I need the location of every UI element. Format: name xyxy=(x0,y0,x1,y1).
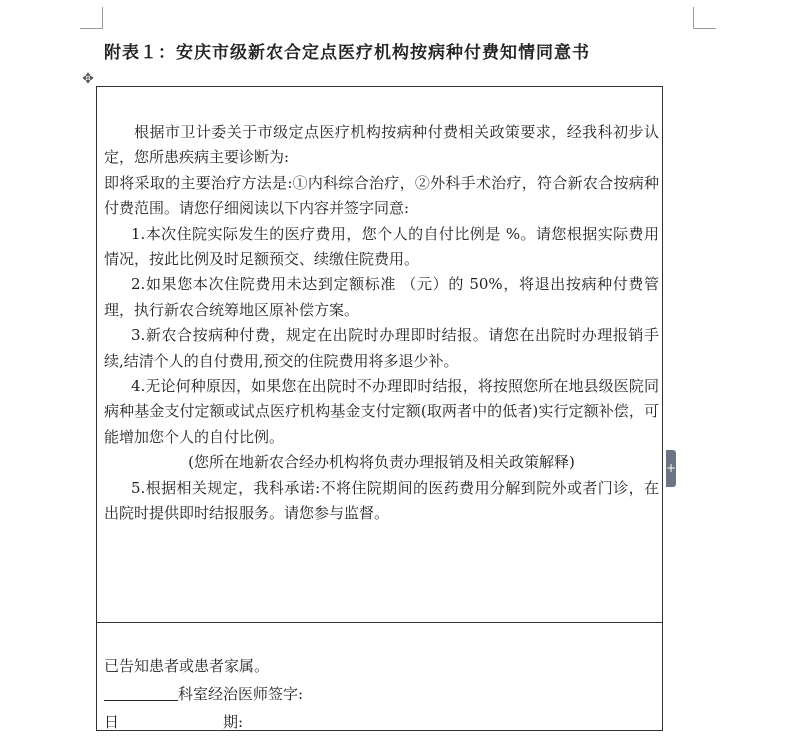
signature-section xyxy=(104,652,664,736)
date-label-start: 日 xyxy=(104,713,120,731)
table-row-divider xyxy=(96,622,663,623)
paragraph-note: (您所在地新农合经办机构将负责办理报销及相关政策解释) xyxy=(188,453,575,472)
consent-body xyxy=(104,120,659,527)
paragraph-item-5: 5.根据相关规定，我科承诺:不将住院期间的医药费用分解到院外或者门诊，在出院时提供即时结报服务。请您参与监督。 xyxy=(104,478,659,523)
move-arrows-icon[interactable]: ✥ xyxy=(82,71,94,87)
paragraph-item-4: 4.无论何种原因，如果您在出院时不办理即时结报，将按照您所在地县级医院同病种基金支付定额或试点医疗机构基金支付定额(取两者中的低者)实行定额补偿，可能增加您个人的自付比例。 xyxy=(104,377,659,446)
signature-label: 科室经治医师签字: xyxy=(178,685,304,703)
signature-line xyxy=(104,680,664,708)
paragraph-item-1: 1.本次住院实际发生的医疗费用，您个人的自付比例是 %。请您根据实际费用情况，按此比例及时足额预交、续缴住院费用。 xyxy=(104,224,659,269)
paragraph-item-3: 3.新农合按病种付费，规定在出院时办理即时结报。请您在出院时办理报销手续,结清个人的自付费用,预交的住院费用将多退少补。 xyxy=(104,326,659,370)
paragraph-treatment: 即将采取的主要治疗方法是:①内科综合治疗，②外科手术治疗，符合新农合按病种付费范围。请您仔细阅读以下内容并签字同意: xyxy=(104,173,659,218)
signature-blank[interactable] xyxy=(104,684,178,701)
paragraph-item-2: 2.如果您本次住院费用未达到定额标准 （元）的 50%，将退出按病种付费管理，执行新农合统筹地区原补偿方案。 xyxy=(104,275,659,319)
notice-line: 已告知患者或患者家属。 xyxy=(104,657,270,675)
date-line xyxy=(104,708,664,736)
date-label-end: 期: xyxy=(223,713,244,731)
crop-mark-top-right xyxy=(693,7,716,29)
paragraph-intro: 根据市卫计委关于市级定点医疗机构按病种付费相关政策要求，经我科初步认定，您所患疾病主要诊断为: xyxy=(104,123,659,167)
crop-mark-top-left xyxy=(80,7,103,29)
document-title: 附表１：安庆市级新农合定点医疗机构按病种付费知情同意书 xyxy=(104,43,590,63)
add-row-tab[interactable]: + xyxy=(666,450,676,487)
